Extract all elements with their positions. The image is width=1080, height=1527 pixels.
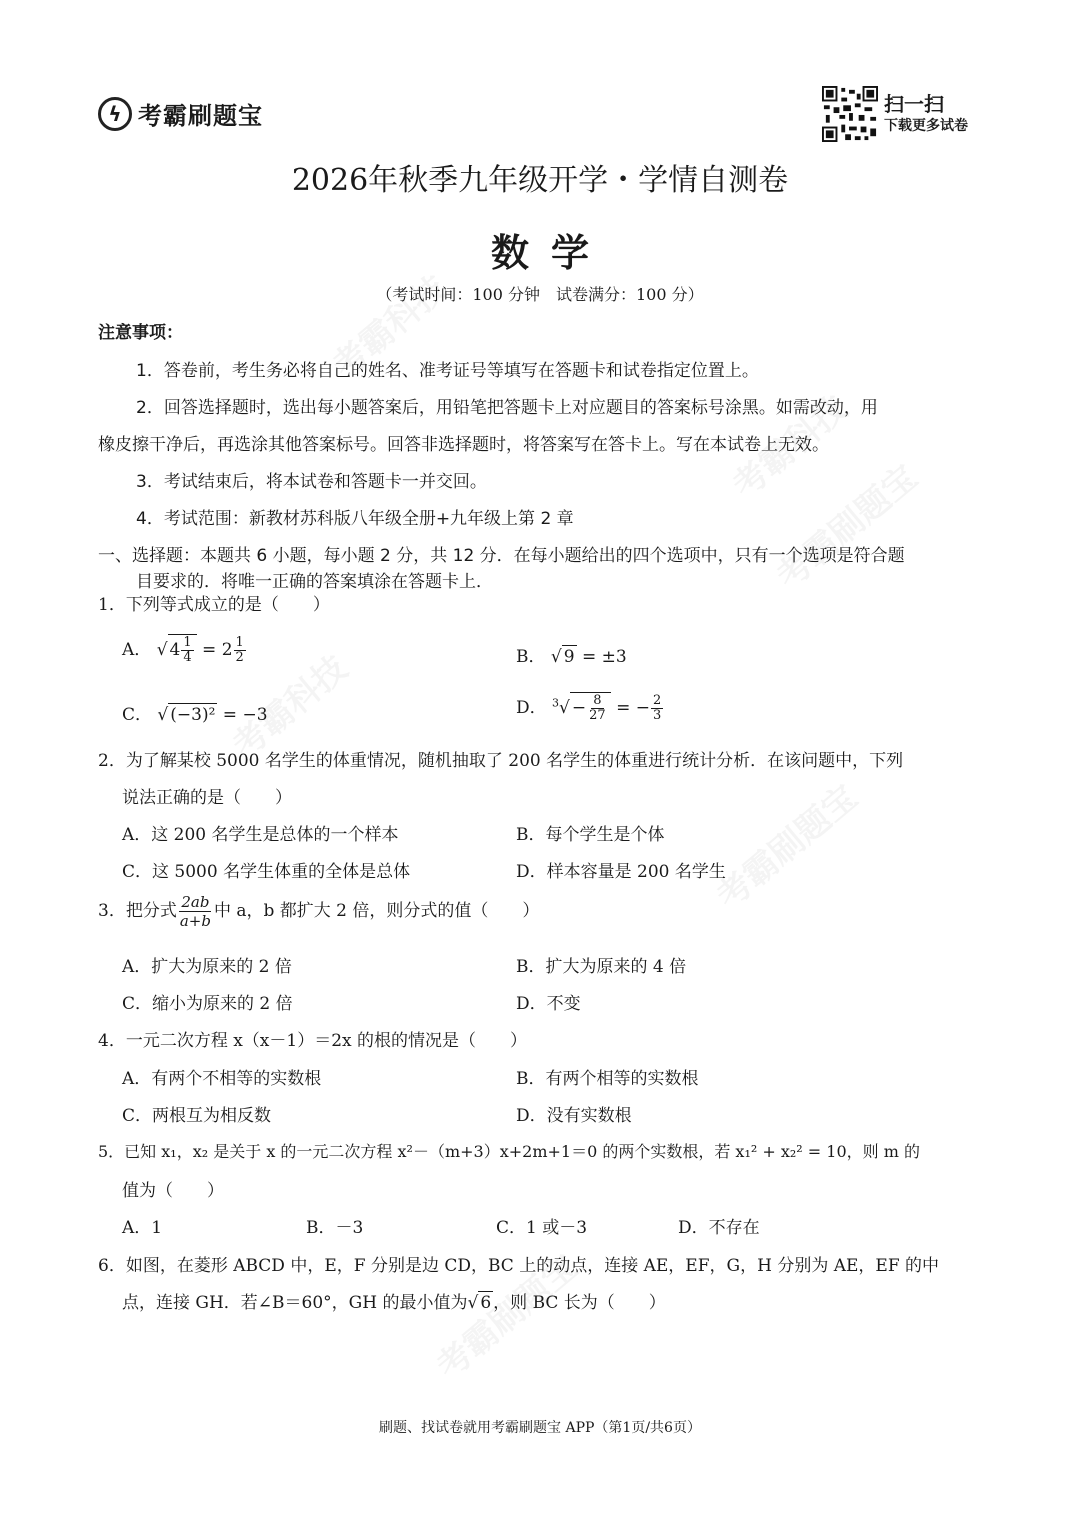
question-6-stem: 6．如图，在菱形 ABCD 中，E，F 分别是边 CD，BC 上的动点，连接 AE，EF，G，H 分别为 AE，EF 的中 bbox=[98, 1256, 940, 1276]
option-label: B． bbox=[516, 647, 546, 667]
question-3-stem bbox=[98, 893, 539, 930]
option-label: D． bbox=[516, 698, 547, 718]
fraction-den: 4 bbox=[183, 650, 192, 665]
root-index: 3 bbox=[552, 696, 560, 710]
page-footer: 刷题、找试卷就用考霸刷题宝 APP（第1页/共6页） bbox=[379, 1420, 701, 1436]
question-4-stem: 4．一元二次方程 x（x－1）＝2x 的根的情况是（ ） bbox=[98, 1031, 528, 1051]
watermark bbox=[704, 771, 866, 918]
fraction-den: a+b bbox=[179, 912, 211, 930]
fraction-num: 2 bbox=[653, 693, 662, 708]
q5-option-a: A．1 bbox=[122, 1218, 163, 1238]
option-label: C． bbox=[122, 705, 153, 725]
qr-download-label: 下载更多试卷 bbox=[884, 118, 968, 134]
fraction-num: 8 bbox=[593, 693, 602, 708]
notice-item: 3．考试结束后，将本试卷和答题卡一并交回。 bbox=[136, 472, 487, 492]
section-heading-cont: 目要求的．将唯一正确的答案填涂在答题卡上． bbox=[136, 572, 493, 592]
q3-option-b: B．扩大为原来的 4 倍 bbox=[516, 957, 687, 977]
stem-part: ，则 BC 长为（ ） bbox=[493, 1293, 666, 1313]
question-2-stem: 2．为了解某校 5000 名学生的体重情况，随机抽取了 200 名学生的体重进行统计分析．在该问题中，下列 bbox=[98, 751, 904, 771]
fraction-num: 1 bbox=[183, 635, 192, 650]
sign: − bbox=[571, 698, 587, 718]
q1-option-c: C． √ (−3)² = −3 bbox=[122, 705, 268, 725]
q4-option-b: B．有两个相等的实数根 bbox=[516, 1069, 699, 1089]
stem-part: 点，连接 GH．若∠B＝60°，GH 的最小值为 bbox=[122, 1293, 468, 1313]
q4-option-c: C．两根互为相反数 bbox=[122, 1106, 272, 1126]
q1-option-b: B． √ 9 = ±3 bbox=[516, 647, 627, 667]
question-6-stem-cont: 点，连接 GH．若∠B＝60°，GH 的最小值为√ 6 ，则 BC 长为（ ） bbox=[122, 1293, 666, 1313]
radicand: 6 bbox=[480, 1293, 492, 1313]
question-5-stem: 5．已知 x₁，x₂ 是关于 x 的一元二次方程 x²－（m+3）x+2m+1＝0 的两个实数根，若 x₁² + x₂² = 10，则 m 的 bbox=[98, 1142, 920, 1161]
question-5-stem-cont: 值为（ ） bbox=[122, 1181, 224, 1201]
question-1-stem: 1．下列等式成立的是（ ） bbox=[98, 595, 330, 615]
notice-item: 橡皮擦干净后，再选涂其他答案标号。回答非选择题时，将答案写在答卡上。写在本试卷上无效。 bbox=[98, 435, 829, 455]
q5-option-c: C．1 或－3 bbox=[496, 1218, 588, 1238]
fraction-den: 3 bbox=[653, 708, 662, 723]
q4-option-a: A．有两个不相等的实数根 bbox=[122, 1069, 322, 1089]
equals-part: = ±3 bbox=[576, 647, 627, 667]
q2-option-b: B．每个学生是个体 bbox=[516, 825, 665, 845]
equals-part: = 2 bbox=[202, 640, 233, 660]
fraction-num: 2ab bbox=[181, 893, 210, 911]
qr-scan-label: 扫一扫 bbox=[884, 92, 944, 116]
section-heading: 一、选择题：本题共 6 小题，每小题 2 分，共 12 分．在每小题给出的四个选项中，只有一个选项是符合题 bbox=[98, 546, 905, 566]
q2-option-a: A．这 200 名学生是总体的一个样本 bbox=[122, 825, 399, 845]
q1-option-a: A． √ 4 $\frac{1}{4}$ = 2 $\frac{1}{2}$ bbox=[122, 635, 244, 665]
stem-part: 中 a，b 都扩大 2 倍，则分式的值（ ） bbox=[213, 901, 540, 921]
stem-part: 3．把分式 bbox=[98, 901, 177, 921]
q5-option-d: D．不存在 bbox=[678, 1218, 760, 1238]
notice-item: 1．答卷前，考生务必将自己的姓名、准考证号等填写在答题卡和试卷指定位置上。 bbox=[136, 361, 759, 381]
notice-item: 4．考试范围：新教材苏科版八年级全册+九年级上第 2 章 bbox=[136, 509, 574, 529]
exam-info: （考试时间：100 分钟 试卷满分：100 分） bbox=[376, 285, 704, 304]
q2-option-d: D．样本容量是 200 名学生 bbox=[516, 862, 726, 882]
q3-option-d: D．不变 bbox=[516, 994, 581, 1014]
brand-name: 考霸刷题宝 bbox=[138, 102, 263, 130]
brand-logo bbox=[98, 96, 263, 131]
q5-option-b: B．－3 bbox=[306, 1218, 364, 1238]
notice-heading: 注意事项： bbox=[98, 323, 183, 343]
mixed-whole: 4 bbox=[169, 640, 181, 660]
equals-part: = −3 bbox=[217, 705, 268, 725]
qr-code-icon[interactable] bbox=[822, 86, 878, 142]
q3-option-c: C．缩小为原来的 2 倍 bbox=[122, 994, 293, 1014]
fraction-den: 2 bbox=[235, 650, 244, 665]
option-label: A． bbox=[122, 640, 152, 660]
q1-option-d: D． $^3$√ − $\frac{8}{27}$ = − $\frac{2}{3}$ bbox=[516, 693, 662, 723]
qr-download-box[interactable] bbox=[822, 86, 968, 142]
q2-option-c: C．这 5000 名学生体重的全体是总体 bbox=[122, 862, 411, 882]
exam-subject: 数学 bbox=[490, 231, 611, 275]
exam-title: 2026年秋季九年级开学・学情自测卷 bbox=[291, 163, 789, 198]
lightning-circle-icon: ϟ bbox=[98, 97, 132, 131]
radicand: 9 bbox=[563, 647, 575, 667]
q3-option-a: A．扩大为原来的 2 倍 bbox=[122, 957, 292, 977]
question-2-stem-cont: 说法正确的是（ ） bbox=[122, 788, 292, 808]
q4-option-d: D．没有实数根 bbox=[516, 1106, 632, 1126]
fraction-num: 1 bbox=[235, 635, 244, 650]
fraction-den: 27 bbox=[589, 708, 606, 723]
radicand: (−3)² bbox=[170, 705, 216, 725]
equals-part: = − bbox=[616, 698, 650, 718]
notice-item: 2．回答选择题时，选出每小题答案后，用铅笔把答题卡上对应题目的答案标号涂黑。如需改动，用 bbox=[136, 398, 878, 418]
